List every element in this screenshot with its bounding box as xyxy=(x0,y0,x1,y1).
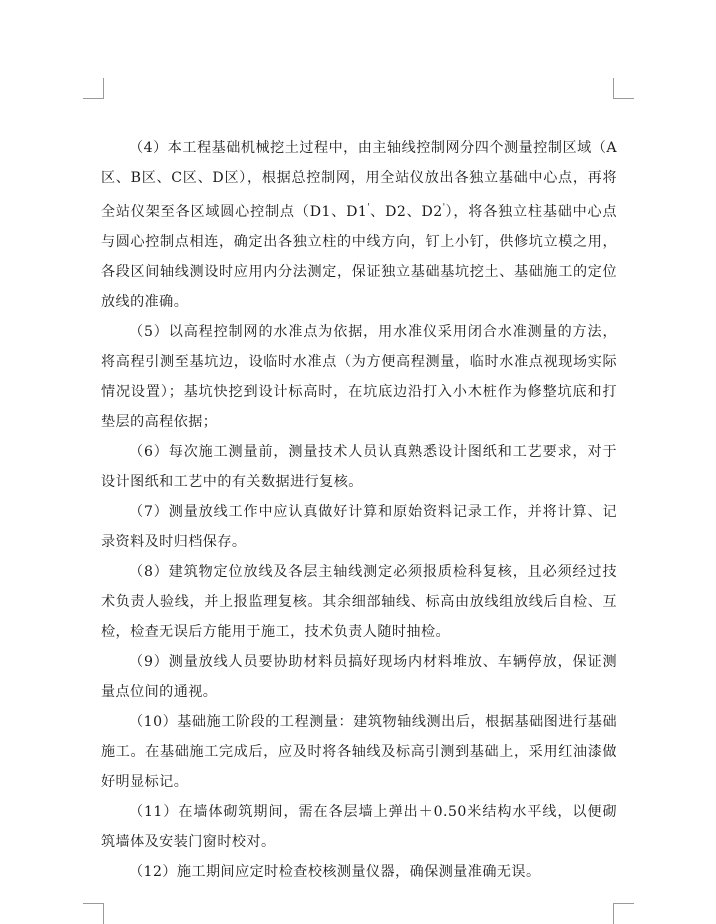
paragraph-4-text-a: （4）本工程基础机械挖土过程中，由主轴线控制网分四个测量控制区域（A区、B区、C区、D区），根据总控制网，用全站仪放出各独立基础中心点，再将全站仪架至各区域圆心控制点（D1、D1 xyxy=(101,140,617,220)
paragraph-5: （5）以高程控制网的水准点为依据，用水准仪采用闭合水准测量的方法，将高程引测至基坑边，设临时水准点（为方便高程测量，临时水准点视现场实际情况设置）；基坑快挖到设计标高时，在坑底边沿打入小木桩作为修整坑底和打垫层的高程依据； xyxy=(101,324,617,430)
paragraph-4 xyxy=(101,133,617,317)
paragraph-7: （7）测量放线工作中应认真做好计算和原始资料记录工作，并将计算、记录资料及时归档保存。 xyxy=(101,504,617,550)
paragraph-8: （8）建筑物定位放线及各层主轴线测定必须报质检科复核，且必须经过技术负责人验线，并上报监理复核。其余细部轴线、标高由放线组放线后自检、互检，检查无误后方能用于施工，技术负责人随时抽检。 xyxy=(101,564,617,640)
prime-mark-1: ' xyxy=(367,203,370,213)
paragraph-4-text-b: 、D2、D2 xyxy=(369,204,443,220)
document-body xyxy=(101,133,617,887)
paragraph-12: （12）施工期间应定时检查校核测量仪器，确保测量准确无误。 xyxy=(129,864,541,880)
paragraph-11: （11）在墙体砌筑期间，需在各层墙上弹出＋0.50米结构水平线，以便砌筑墙体及安装门窗时校对。 xyxy=(101,804,617,850)
page-corner-mark-bottom-right xyxy=(613,903,634,924)
page-corner-mark-bottom-left xyxy=(83,903,104,924)
page-corner-mark-top-left xyxy=(83,78,104,99)
paragraph-4-text-c: ），将各独立柱基础中心点与圆心控制点相连，确定出各独立柱的中线方向，钉上小钉，供修坑立模之用，各段区间轴线测设时应用内分法测定，保证独立基础基坑挖土、基础施工的定位放线的准确。 xyxy=(101,204,617,310)
prime-mark-2: ' xyxy=(442,203,446,213)
paragraph-10: （10）基础施工阶段的工程测量：建筑物轴线测出后，根据基础图进行基础施工。在基础施工完成后，应及时将各轴线及标高引测到基础上，采用红油漆做好明显标记。 xyxy=(101,714,617,790)
page-corner-mark-top-right xyxy=(613,78,634,99)
paragraph-6: （6）每次施工测量前，测量技术人员认真熟悉设计图纸和工艺要求，对于设计图纸和工艺中的有关数据进行复核。 xyxy=(101,444,617,490)
paragraph-9: （9）测量放线人员要协助材料员搞好现场内材料堆放、车辆停放，保证测量点位间的通视。 xyxy=(101,654,617,700)
